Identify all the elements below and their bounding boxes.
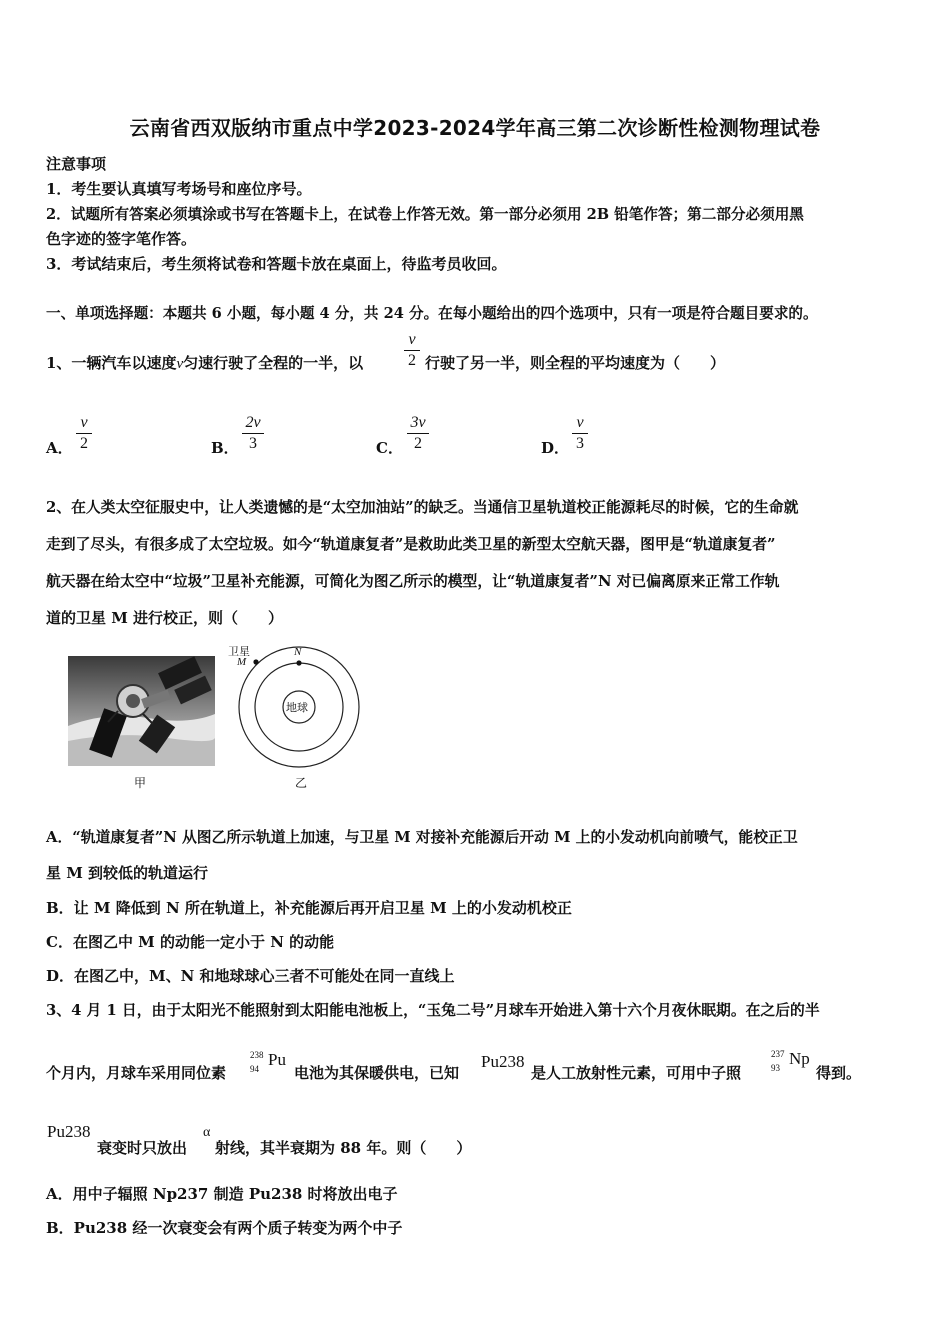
fraction-denominator: 2 (408, 352, 416, 369)
pu-symbol: Pu (268, 1050, 286, 1069)
page-title: 云南省西双版纳市重点中学2023-2024学年高三第二次诊断性检测物理试卷 (129, 116, 821, 140)
q2-stem-line: 走到了尽头，有很多成了太空垃圾。如今“轨道康复者”是救助此类卫星的新型太空航天器，图甲是“轨道康复者” (46, 536, 776, 553)
q3-line2-a: 个月内，月球车采用同位素 (46, 1064, 227, 1082)
q3-line3-a: 衰变时只放出 (97, 1139, 188, 1157)
np-atomic-number: 93 (771, 1063, 780, 1073)
q3-option[interactable]: B．Pu238 经一次衰变会有两个质子转变为两个中子 (46, 1219, 403, 1237)
figure-caption-yi: 乙 (295, 776, 308, 790)
q3-stem-line: 3、4 月 1 日，由于太阳光不能照射到太阳能电池板上，“玉兔二号”月球车开始进入第十六个月夜休眠期。在之后的半 (46, 1002, 820, 1019)
notice-item: 色字迹的签字笔作答。 (46, 230, 197, 248)
diagram-label-n: N (294, 646, 302, 658)
q1-stem-a: 1、一辆汽车以速度 (46, 354, 177, 372)
diagram-label-earth: 地球 (286, 701, 308, 714)
q3-line3-b: 射线，其半衰期为 88 年。则（ ） (215, 1139, 472, 1157)
fraction-numerator: 2v (245, 414, 261, 431)
q3-line2-b: 电池为其保暖供电，已知 (294, 1064, 460, 1082)
fraction-denominator: 3 (576, 435, 584, 452)
q3-option[interactable]: A．用中子辐照 Np237 制造 Pu238 时将放出电子 (46, 1185, 398, 1203)
notice-item: 1．考生要认真填写考场号和座位序号。 (46, 180, 312, 198)
satellite-n-dot (296, 660, 301, 665)
q2-stem-line: 道的卫星 M 进行校正，则（ ） (46, 609, 284, 627)
fraction-denominator: 2 (414, 435, 422, 452)
notice-item: 3．考试结束后，考生须将试卷和答题卡放在桌面上，待监考员收回。 (46, 255, 507, 273)
q1-option-d-label[interactable]: D． (541, 439, 570, 457)
pu-atomic-number: 94 (250, 1064, 259, 1074)
notice-heading: 注意事项 (46, 155, 107, 173)
pu-mass-number: 238 (250, 1050, 264, 1060)
section-heading: 一、单项选择题：本题共 6 小题，每小题 4 分，共 24 分。在每小题给出的四个选项中，只有一项是符合题目要求的。 (46, 305, 818, 322)
fraction-numerator: v (408, 331, 416, 348)
q1-option-d-fraction (568, 413, 592, 454)
q2-option[interactable]: D．在图乙中，M、N 和地球球心三者不可能处在同一直线上 (46, 967, 455, 985)
q3-line2-c: 是人工放射性元素，可用中子照 (531, 1064, 742, 1082)
notice-item: 2．试题所有答案必须填涂或书写在答题卡上，在试卷上作答无效。第一部分必须用 2B 铅笔作答；第二部分必须用黑 (46, 206, 804, 223)
q1-stem-c: 行驶了另一半，则全程的平均速度为（ ） (425, 354, 726, 372)
q1-stem (46, 352, 363, 373)
q2-option[interactable]: B．让 M 降低到 N 所在轨道上，补充能源后再开启卫星 M 上的小发动机校正 (46, 899, 572, 917)
alpha-symbol: α (203, 1125, 211, 1140)
q1-option-c-fraction (403, 413, 433, 454)
fraction-numerator: v (576, 414, 584, 431)
q1-option-b-fraction (238, 413, 268, 454)
np-mass-number: 237 (771, 1049, 785, 1059)
q3-line2-d: 得到。 (816, 1064, 862, 1082)
q1-option-a-fraction (72, 413, 96, 454)
satellite-photo (68, 656, 215, 766)
fraction-numerator: 3v (410, 414, 426, 431)
q1-stem-b: 匀速行驶了全程的一半，以 (183, 354, 364, 372)
figure-caption-jia: 甲 (134, 776, 147, 790)
q2-stem-line: 2、在人类太空征服史中，让人类遗憾的是“太空加油站”的缺乏。当通信卫星轨道校正能源耗尽的时候，它的生命就 (46, 499, 799, 516)
q1-option-c-label[interactable]: C． (376, 439, 403, 457)
fraction-denominator: 2 (80, 435, 88, 452)
q1-option-a-label[interactable]: A． (46, 439, 73, 457)
pu238-text: Pu238 (481, 1052, 525, 1071)
q1-stem-fraction (400, 330, 424, 371)
q2-option[interactable]: A．“轨道康复者”N 从图乙所示轨道上加速，与卫星 M 对接补充能源后开动 M 上的小发动机向前喷气，能校正卫 (46, 829, 798, 846)
q2-option-cont: 星 M 到较低的轨道运行 (46, 864, 209, 882)
q1-var-v: v (176, 356, 184, 372)
pu238-line3: Pu238 (47, 1122, 91, 1141)
diagram-label-satellite: 卫星 (228, 645, 250, 658)
diagram-label-m: M (237, 656, 247, 668)
np-symbol: Np (789, 1049, 810, 1068)
fraction-numerator: v (80, 414, 88, 431)
fraction-denominator: 3 (249, 435, 257, 452)
satellite-m-dot (253, 659, 258, 664)
q2-stem-line: 航天器在给太空中“垃圾”卫星补充能源，可简化为图乙所示的模型，让“轨道康复者”N 对已偏离原来正常工作轨 (46, 573, 780, 590)
q2-option[interactable]: C．在图乙中 M 的动能一定小于 N 的动能 (46, 933, 335, 951)
q1-option-b-label[interactable]: B． (211, 439, 239, 457)
